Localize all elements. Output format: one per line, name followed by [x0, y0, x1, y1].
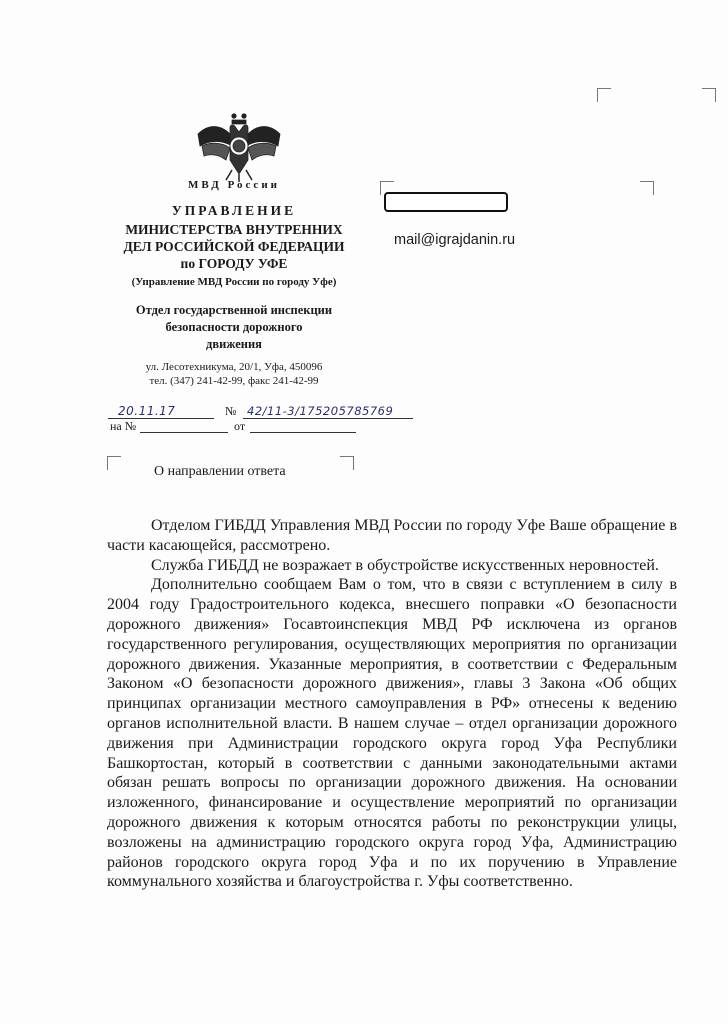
corner-mark [597, 88, 611, 102]
body-paragraph: Служба ГИБДД не возражает в обустройстве искусственных неровностей. [151, 556, 659, 574]
on-number-label: на № [110, 419, 137, 433]
department-short-name: (Управление МВД России по городу Уфе) [131, 276, 337, 288]
letter-body [107, 516, 677, 892]
department-name: МИНИСТЕРСТВА ВНУТРЕННИХ ДЕЛ РОССИЙСКОЙ ФЕДЕРАЦИИ по ГОРОДУ УФЕ [123, 222, 345, 271]
emblem-icon [196, 112, 282, 182]
corner-mark [340, 456, 354, 470]
letterhead-title: УПРАВЛЕНИЕ [171, 203, 297, 218]
body-paragraph: Дополнительно сообщаем Вам о том, что в связи с вступлением в силу в 2004 году Градостроительного кодекса, внесшего поправки «О безопасности дорожного движения» Госавтоинспекция МВД РФ исключена из органов государственного регулирования, осуществляющих мероприятия по организации дорожного движения. Указанные мероприятия, в соответствии с Федеральным Законом «О безопасности дорожного движения», главы 3 Закона «Об общих принципах организации местного самоуправления в РФ» отнесены к ведению органов исполнительной власти. В нашем случае – отдел организации дорожного движения при Администрации городского округа город Уфа Республики Башкортостан, который в соответствии с данными законодательными актами обязан решать вопросы по организации дорожного движения. На основании изложенного, финансирование и осуществление мероприятий по организации дорожного движения к которым относятся работы по реконструкции улицы, возложены на администрацию городского округа город Уфа, Администрацию районов городского округа город Уфа и по их поручению в Управление коммунального хозяйства и благоустройства г. Уфы соответственно. [107, 576, 677, 891]
corner-mark [702, 88, 716, 102]
agency-short: МВД России [187, 179, 280, 191]
office-name: Отдел государственной инспекции безопасности дорожного движения [135, 303, 333, 351]
from-label: от [234, 419, 246, 433]
office-address: ул. Лесотехникума, 20/1, Уфа, 450096 тел. (347) 241-42-99, факс 241-42-99 [145, 361, 323, 387]
on-number-underline [140, 432, 228, 433]
body-paragraph: Отделом ГИБДД Управления МВД России по городу Уфе Ваше обращение в части касающейся, рассмотрено. [107, 517, 677, 554]
from-underline [250, 432, 356, 433]
handwritten-date: 20.11.17 [118, 404, 176, 418]
handwritten-number: 42/11-3/175205785769 [247, 404, 394, 418]
redacted-recipient [384, 192, 508, 212]
recipient-email: mail@igrajdanin.ru [394, 232, 516, 248]
letter-subject: О направлении ответа [154, 464, 286, 479]
corner-mark [107, 456, 121, 470]
number-label: № [225, 404, 237, 418]
corner-mark [640, 181, 654, 195]
number-underline [243, 418, 413, 419]
